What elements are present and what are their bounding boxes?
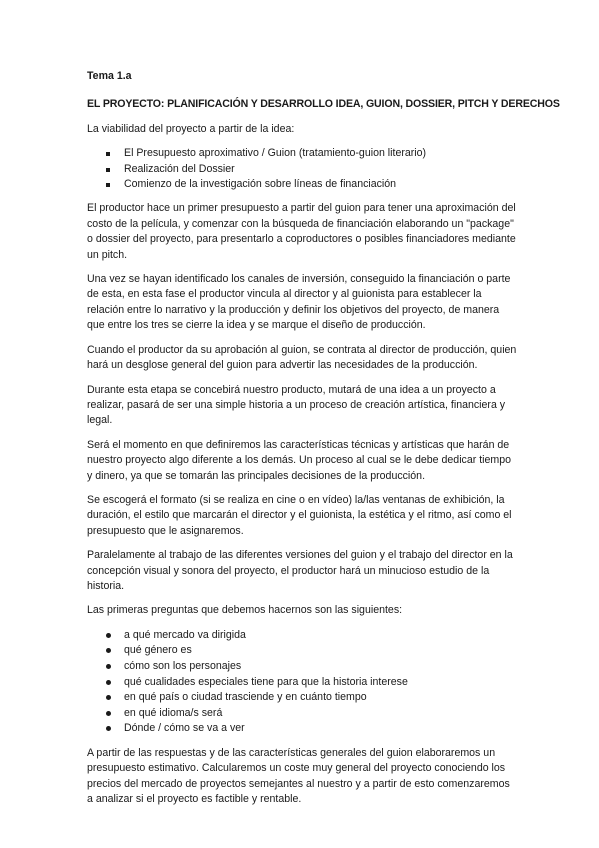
list-item: qué género es — [87, 643, 517, 659]
body-paragraph: El productor hace un primer presupuesto a partir del guion para tener una aproximación del costo de la película, y comenzar con la búsqueda de financiación elaborando un "package" o dossier del proyecto, para presentarlo a coproductores o posibles financiadores mediante un pitch. — [87, 202, 516, 261]
body-paragraph: Cuando el productor da su aprobación al guion, se contrata al director de producción, quien hará un desglose general del guion para advertir las necesidades de la producción. — [87, 343, 517, 372]
list-item: en qué país o ciudad trasciende y en cuánto tiempo — [87, 690, 517, 706]
list-item: en qué idioma/s será — [87, 706, 517, 722]
list-item: cómo son los personajes — [87, 659, 517, 675]
body-paragraph: Paralelamente al trabajo de las diferentes versiones del guion y el trabajo del director en la concepción visual y sonora del proyecto, el productor hará un minucioso estudio de la historia. — [87, 549, 513, 592]
list-item: Dónde / cómo se va a ver — [87, 721, 517, 737]
list-item: qué cualidades especiales tiene para que la historia interese — [87, 675, 517, 691]
body-paragraph: Será el momento en que definiremos las características técnicas y artísticas que harán de nuestro proyecto algo diferente a los demás. Un proceso al cual se le debe dedicar tiempo y dinero, ya que se tomarán las principales decisiones de la producción. — [87, 438, 511, 482]
section-heading: EL PROYECTO: PLANIFICACIÓN Y DESARROLLO IDEA, GUION, DOSSIER, PITCH Y DERECHOS — [87, 98, 560, 111]
body-paragraph: Una vez se hayan identificado los canales de inversión, conseguido la financiación o parte de esta, en esta fase el productor vincula al director y al guionista para establecer la relación entre lo narrativo y la producción y definir los objetivos del proyecto, de manera que entre los tres se cierre la idea y se marque el diseño de producción. — [87, 273, 511, 332]
list-item: Comienzo de la investigación sobre líneas de financiación — [87, 177, 517, 192]
document-body — [87, 69, 560, 817]
closing-paragraph: A partir de las respuestas y de las características generales del guion elaboraremos un presupuesto estimativo. Calcularemos un coste muy general del proyecto conociendo los precios del mercado de proyectos semejantes al nuestro y a partir de esto comenzaremos a analizar si el proyecto es factible y rentable. — [87, 746, 510, 806]
intro-paragraph: La viabilidad del proyecto a partir de la idea: — [87, 122, 295, 135]
body-paragraph: Se escogerá el formato (si se realiza en cine o en vídeo) la/las ventanas de exhibición, la duración, el estilo que marcarán el director y el guionista, la estética y el ritmo, así como el presupuesto que le asignaremos. — [87, 493, 512, 537]
list-item: El Presupuesto aproximativo / Guion (tratamiento-guion literario) — [87, 146, 517, 161]
body-paragraph: Las primeras preguntas que debemos hacernos son las siguientes: — [87, 604, 403, 617]
questions-list — [87, 628, 517, 737]
body-paragraph: Durante esta etapa se concebirá nuestro producto, mutará de una idea a un proyecto a realizar, pasará de ser una simple historia a un proceso de creación artística, financiera y legal. — [87, 383, 506, 427]
viability-list — [87, 146, 517, 192]
topic-label: Tema 1.a — [87, 70, 132, 82]
list-item: Realización del Dossier — [87, 162, 517, 177]
list-item: a qué mercado va dirigida — [87, 628, 517, 644]
